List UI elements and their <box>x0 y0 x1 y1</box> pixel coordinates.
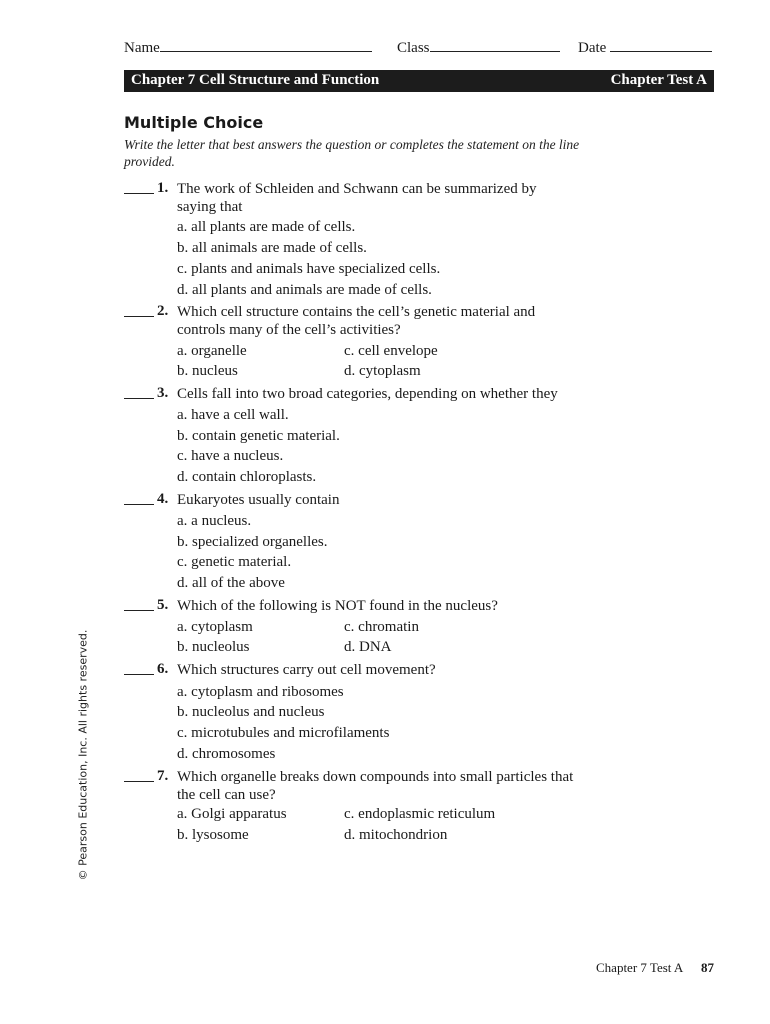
choice: a. a nucleus. <box>177 513 252 529</box>
class-label: Class <box>397 40 430 56</box>
question-text: Which of the following is NOT found in the nucleus? <box>177 598 498 614</box>
question-number: 1. <box>157 180 169 196</box>
choice: d. all of the above <box>177 575 285 591</box>
choice: d. contain chloroplasts. <box>177 469 317 485</box>
question-number: 2. <box>157 303 169 319</box>
name-blank[interactable] <box>160 37 372 52</box>
name-label: Name <box>124 40 160 56</box>
choice: d. DNA <box>344 639 392 655</box>
choice: b. all animals are made of cells. <box>177 240 367 256</box>
question-text: Cells fall into two broad categories, depending on whether they <box>177 386 558 402</box>
test-label: Chapter Test A <box>610 72 707 88</box>
choice: a. all plants are made of cells. <box>177 219 356 235</box>
choice: b. nucleolus and nucleus <box>177 704 325 720</box>
question-number: 6. <box>157 661 169 677</box>
section-title: Multiple Choice <box>124 113 264 132</box>
question-number: 5. <box>157 597 169 613</box>
choice: c. microtubules and microfilaments <box>177 725 390 741</box>
choice: b. lysosome <box>177 827 249 843</box>
choice: b. nucleus <box>177 363 238 379</box>
choice: d. chromosomes <box>177 746 276 762</box>
question-number: 4. <box>157 491 169 507</box>
choice: c. cell envelope <box>344 343 438 359</box>
question-text: Eukaryotes usually contain <box>177 492 340 508</box>
question-text: Which structures carry out cell movement? <box>177 662 436 678</box>
answer-blank[interactable] <box>124 769 154 782</box>
class-field <box>397 37 560 57</box>
chapter-title: Chapter 7 Cell Structure and Function <box>131 72 380 88</box>
choice: b. contain genetic material. <box>177 428 340 444</box>
choice: b. nucleolus <box>177 639 250 655</box>
instructions: Write the letter that best answers the question or completes the statement on the line provided. <box>124 137 580 169</box>
choice: a. cytoplasm <box>177 619 253 635</box>
question-text: The work of Schleiden and Schwann can be summarized by saying that <box>177 181 537 215</box>
question-number: 3. <box>157 385 169 401</box>
choice: d. all plants and animals are made of cells. <box>177 282 432 298</box>
date-field <box>578 37 712 57</box>
choice: c. chromatin <box>344 619 419 635</box>
answer-blank[interactable] <box>124 386 154 399</box>
choice: a. Golgi apparatus <box>177 806 287 822</box>
choice: d. cytoplasm <box>344 363 421 379</box>
question-text: Which cell structure contains the cell’s genetic material and controls many of the cell’s activities? <box>177 304 536 338</box>
choice: d. mitochondrion <box>344 827 448 843</box>
choice: c. have a nucleus. <box>177 448 284 464</box>
choice: c. plants and animals have specialized cells. <box>177 261 441 277</box>
choice: c. endoplasmic reticulum <box>344 806 496 822</box>
answer-blank[interactable] <box>124 304 154 317</box>
choice: b. specialized organelles. <box>177 534 328 550</box>
answer-blank[interactable] <box>124 598 154 611</box>
choice: a. organelle <box>177 343 247 359</box>
choice: a. have a cell wall. <box>177 407 289 423</box>
class-blank[interactable] <box>430 37 560 52</box>
question-text: Which organelle breaks down compounds into small particles that the cell can use? <box>177 769 574 803</box>
choice: c. genetic material. <box>177 554 292 570</box>
name-field <box>124 37 372 57</box>
date-label: Date <box>578 40 607 56</box>
copyright-notice: © Pearson Education, Inc. All rights reserved. <box>76 629 90 881</box>
choice: a. cytoplasm and ribosomes <box>177 684 344 700</box>
chapter-banner <box>124 70 714 92</box>
footer-label: Chapter 7 Test A <box>596 960 684 975</box>
question-number: 7. <box>157 768 169 784</box>
answer-blank[interactable] <box>124 492 154 505</box>
answer-blank[interactable] <box>124 662 154 675</box>
answer-blank[interactable] <box>124 181 154 194</box>
page-number: 87 <box>701 960 714 975</box>
date-blank[interactable] <box>610 37 712 52</box>
